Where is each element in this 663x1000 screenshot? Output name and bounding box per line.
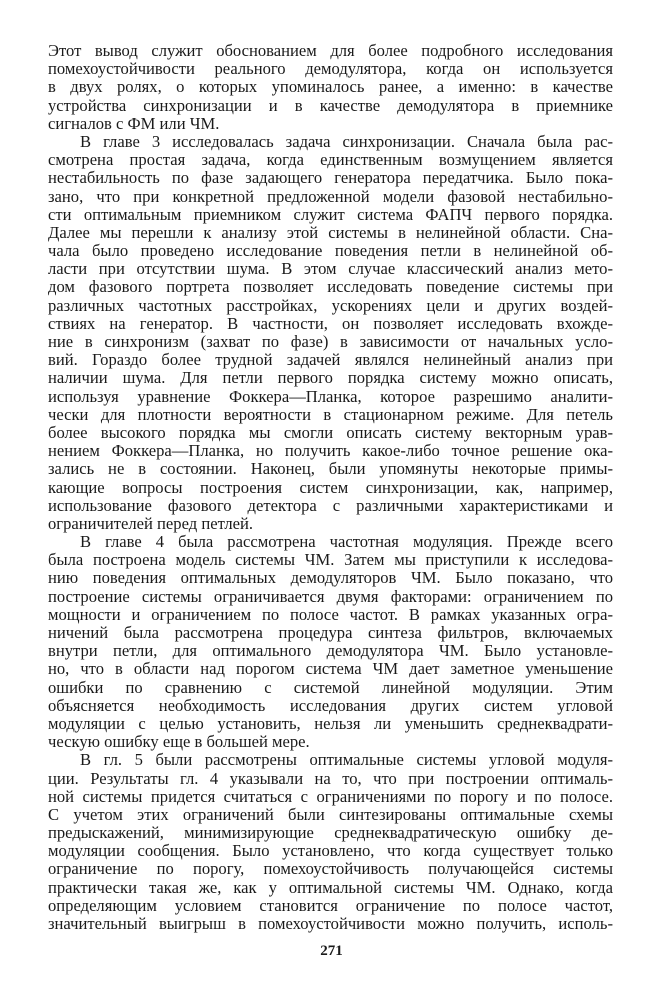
text-line: была построена модель системы ЧМ. Затем мы приступили к исследова- [48,551,613,570]
text-line: ние в синхронизм (захват по фазе) в зависимости от начальных усло- [48,333,613,351]
text-line: сигналов с ФМ или ЧМ. [48,114,220,133]
paragraph [48,751,613,933]
text-line: В главе 3 исследовалась задача синхронизации. Сначала была рас- [80,132,613,151]
text-line: ной системы придется считаться с ограничениями по порогу и по полосе. [48,787,613,806]
page-body [48,42,613,933]
text-line: чески для плотности вероятности в стационарном режиме. Для петель [48,405,613,424]
text-line: наличии шума. Для петли первого порядка систему можно описать, [48,369,613,388]
text-line: внутри петли, для оптимального демодулятора ЧМ. Было установле- [48,642,613,661]
text-line: значительный выигрыш в помехоустойчивости можно получить, исполь- [48,915,613,933]
paragraph [48,42,613,133]
text-line: в двух ролях, о которых упоминалось ранее, а именно: в качестве [48,78,613,97]
text-line: модуляции сообщения. Было установлено, что когда существует только [48,842,613,861]
text-line: ции. Результаты гл. 4 указывали на то, что при построении оптималь- [48,769,613,788]
text-line: мощности и ограничением по полосе частот. В рамках указанных огра- [48,605,613,624]
text-line: ствиях на генератор. В частности, он позволяет исследовать вхожде- [48,314,613,333]
paragraph [48,533,613,751]
text-line: предыскажений, минимизирующие среднеквадратическую ошибку де- [48,824,613,843]
text-line: вий. Гораздо более трудной задачей являлся нелинейный анализ при [48,351,613,370]
text-line: Этот вывод служит обоснованием для более подробного исследования [48,42,613,60]
text-line: С учетом этих ограничений были синтезированы оптимальные схемы [48,805,613,824]
text-line: использование фазового детектора с различными характеристиками и [48,496,613,515]
text-line: чала было проведено исследование поведения петли в нелинейной об- [48,242,613,261]
text-line: определяющим условием становится ограничение по полосе частот, [48,896,613,915]
text-line: В главе 4 была рассмотрена частотная модуляция. Прежде всего [80,533,613,552]
text-line: ошибки по сравнению с системой линейной модуляции. Этим [48,678,613,697]
text-line: но, что в области над порогом система ЧМ дает заметное уменьшение [48,660,613,679]
text-line: практически такая же, как у оптимальной системы ЧМ. Однако, когда [48,878,613,897]
text-line: модуляции с целью установить, нельзя ли уменьшить среднеквадрати- [48,714,613,733]
text-line: кающие вопросы построения систем синхронизации, как, например, [48,478,613,497]
text-line: ласти при отсутствии шума. В этом случае классический анализ мето- [48,260,613,279]
text-line: смотрена простая задача, когда единственным возмущением является [48,151,613,170]
text-line: объясняется необходимость исследования других систем угловой [48,696,613,715]
text-line: ограничение по порогу, помехоустойчивость получающейся системы [48,860,613,879]
text-line: ничений была рассмотрена процедура синтеза фильтров, включаемых [48,624,613,642]
text-line: нию поведения оптимальных демодуляторов ЧМ. Было показано, что [48,569,613,588]
text-line: сти оптимальным приемником служит система ФАПЧ первого порядка. [48,205,613,224]
text-line: используя уравнение Фоккера—Планка, которое разрешимо аналити- [48,387,613,406]
text-line: построение системы ограничивается двумя факторами: ограничением по [48,587,613,606]
text-line: зано, что при конкретной предложенной модели фазовой нестабильно- [48,187,613,206]
text-line: более высокого порядка мы смогли описать систему векторным урав- [48,423,613,442]
text-line: ческую ошибку еще в большей мере. [48,733,310,752]
text-line: нестабильность по фазе задающего генератора передатчика. Было пока- [48,169,613,188]
text-line: дом фазового портрета позволяет исследовать поведение системы при [48,278,613,297]
page-number: 271 [320,943,343,959]
paragraph [48,133,613,533]
text-line: устройства синхронизации и в качестве демодулятора в приемнике [48,96,613,115]
text-line: нением Фоккера—Планка, но получить какое-либо точное решение ока- [48,442,613,461]
text-line: ограничителей перед петлей. [48,514,254,533]
text-line: различных частотных расстройках, ускорениях цели и других воздей- [48,296,613,315]
text-line: зались не в состоянии. Наконец, были упомянуты некоторые примы- [48,460,613,479]
text-line: Далее мы перешли к анализу этой системы в нелинейной области. Сна- [48,223,613,242]
text-line: В гл. 5 были рассмотрены оптимальные системы угловой модуля- [80,751,613,770]
text-line: помехоустойчивости реального демодулятора, когда он используется [48,60,613,79]
